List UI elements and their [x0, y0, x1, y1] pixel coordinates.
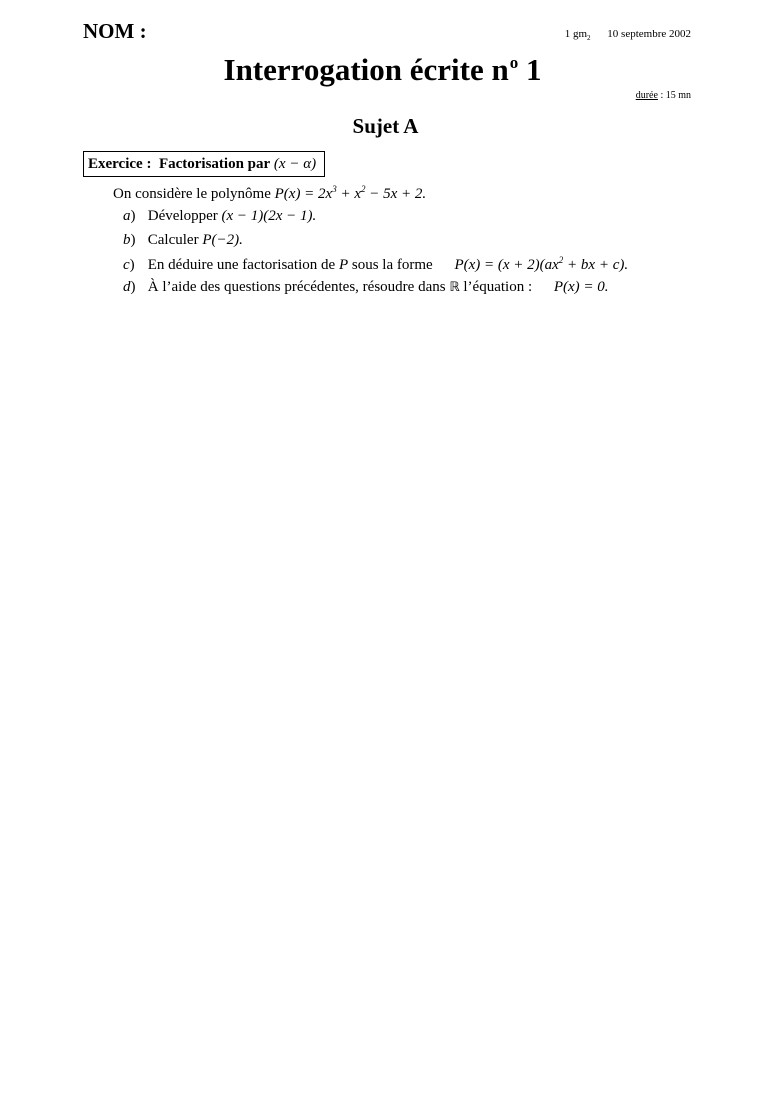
name-label: NOM :: [83, 19, 147, 43]
question-list: [123, 208, 628, 302]
question-c: c) En déduire une factorisation de P sous la forme $P(x) = (x + 2)(ax^2$ + bx + c).: [123, 255, 629, 273]
duration: [636, 90, 691, 101]
question-d: d) À l’aide des questions précédentes, résoudre dans ℝ l’équation : P(x) = 0.: [123, 278, 609, 295]
class-subscript: 2: [587, 34, 591, 43]
exercise-intro: On considère le polynôme $P(x) = 2x^3 + x^2 - 5x + 2$.: [113, 184, 427, 202]
page-title: Interrogation écrite $n^o$ 1: [223, 52, 542, 87]
question-b: b) Calculer P(−2).: [123, 231, 243, 248]
header-meta: [565, 28, 691, 42]
question-a: a) Développer (x − 1)(2x − 1).: [123, 208, 317, 224]
duration-value: : 15 mn: [657, 90, 691, 101]
exercise-math: (x − α): [273, 156, 317, 172]
exercise-box: [83, 151, 325, 177]
date: 10 septembre 2002: [607, 28, 691, 40]
class-label: 1 $gm_2$: [564, 28, 591, 43]
title-superscript: o: [509, 53, 519, 72]
real-numbers-symbol: ℝ: [449, 279, 460, 295]
exercise-label: Exercice :: [88, 156, 152, 172]
duration-label: durée: [635, 90, 658, 101]
subject-heading: Sujet A: [352, 114, 419, 138]
polynomial: $P(x) = 2x^3 + x^2 - 5x + 2$.: [274, 184, 427, 202]
title-number: 1: [526, 52, 542, 87]
exercise-heading: Factorisation par: [158, 156, 271, 172]
